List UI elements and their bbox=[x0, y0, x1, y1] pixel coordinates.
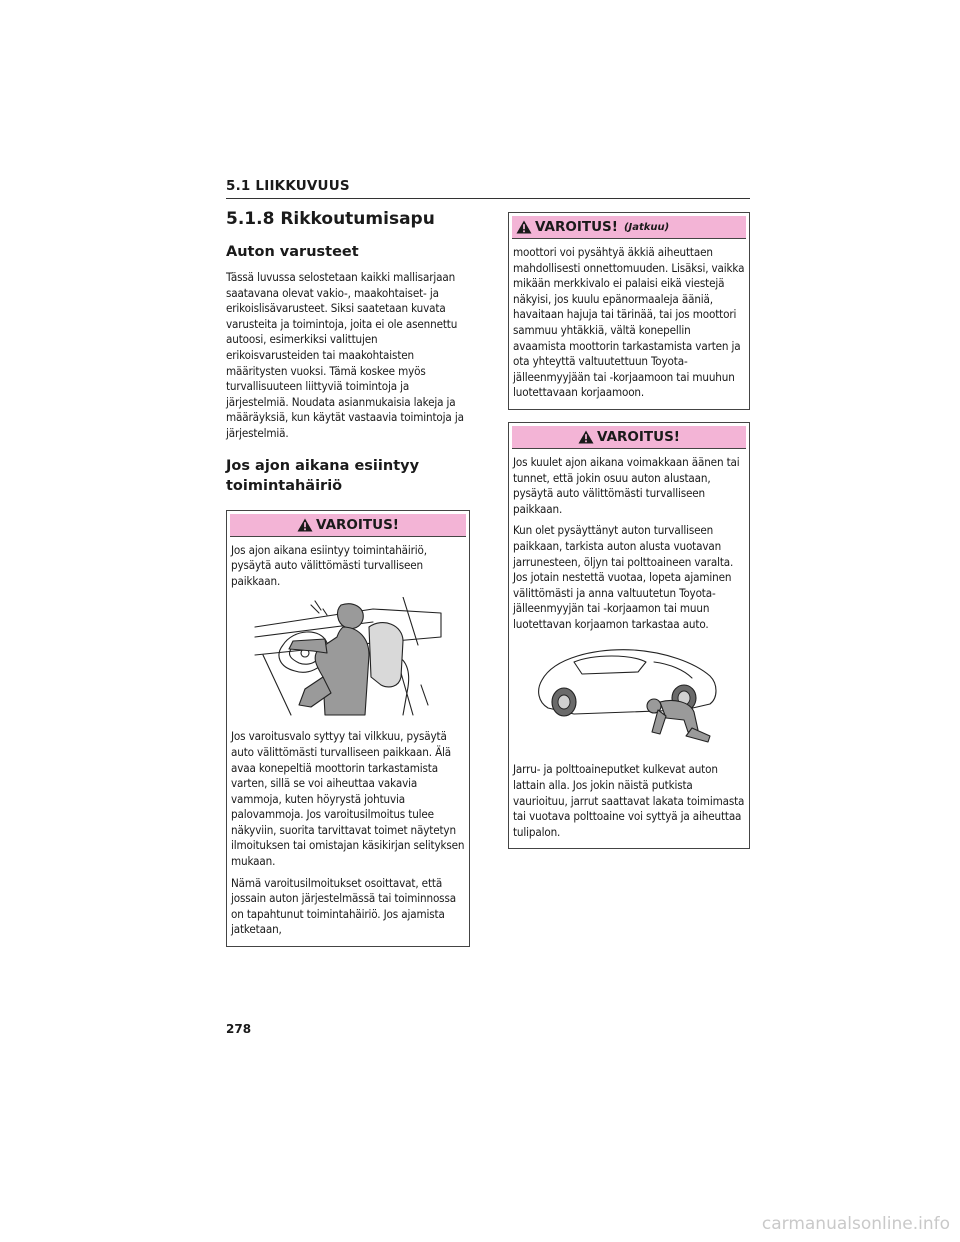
page-title: 5.1.8 Rikkoutumisapu bbox=[226, 209, 435, 229]
warning-title: VAROITUS! bbox=[316, 516, 399, 533]
right-column bbox=[508, 208, 750, 849]
subheading-malfunction: Jos ajon aikana esiintyy toimintahäiriö bbox=[226, 457, 420, 494]
subheading-equipment: Auton varusteet bbox=[226, 244, 359, 260]
warning-paragraph: moottori voi pysähtyä äkkiä aiheuttaen mahdollisesti onnettomuuden. Lisäksi, vaikka mikään merkkivalo ei palaisi eikä viestejä näkyisi, jos kuulu epänormaaleja ääniä, havaitaan hajuja tai tärinää, tai jos moottori sammuu yhtäkkiä, vältä konepellin avaamista moottorin tarkastamista varten ja ota yhteyttä valtuutettuun Toyota-jälleenmyyjään tai -korjaamoon tai muuhun luotettavaan korjaamoon. bbox=[513, 245, 745, 400]
warning-paragraph: Kun olet pysäyttänyt auton turvalliseen paikkaan, tarkista auton alusta vuotavan jarrunesteen, öljyn tai polttoaineen varalta. Jos jotain nestettä vuotaa, lopeta ajaminen välittömästi ja anna valtuutetun Toyota-jälleenmyyjän tai -korjaamon tai muun luotettavan korjaamon tarkastaa auto. bbox=[513, 523, 734, 631]
section-header: 5.1 LIIKKUVUUS bbox=[226, 178, 750, 199]
warning-triangle-icon bbox=[578, 430, 594, 444]
warning-paragraph: Jarru- ja polttoaineputket kulkevat auton lattain alla. Jos jokin näistä putkista vaurioituu, jarrut saattavat lakata toimimasta tai vuotava polttoaine voi syttyä ja aiheuttaa tulipalon. bbox=[513, 762, 745, 839]
warning-header bbox=[512, 216, 746, 239]
warning-box-malfunction bbox=[226, 510, 470, 948]
warning-title: VAROITUS! bbox=[535, 219, 618, 235]
warning-triangle-icon bbox=[297, 518, 313, 532]
watermark: carmanualsonline.info bbox=[761, 1214, 950, 1234]
person-inspecting-car-illustration bbox=[534, 640, 724, 750]
intro-paragraph: Tässä luvussa selostetaan kaikki mallisarjaan saatavana olevat vakio-, maakohtaiset- ja erikoislisävarusteet. Siksi saatetaan kuvata varusteita ja toimintoja, joita ei ole asennettu autoosi, esimerkiksi valittujen erikoisvarusteiden tai maakohtaisten määritysten vuoksi. Tämä koskee myös turvallisuuteen liittyviä toimintoja ja järjestelmiä. Noudata asianmukaisia lakeja ja määräyksiä, kun käytät vastaavia toimintoja ja järjestelmiä. bbox=[226, 270, 464, 440]
warning-box-continued bbox=[508, 212, 750, 410]
warning-paragraph: Jos ajon aikana esiintyy toimintahäiriö, pysäytä auto välittömästi turvalliseen paikkaan. bbox=[231, 542, 427, 588]
page-number: 278 bbox=[226, 1022, 252, 1036]
warning-box-underbody bbox=[508, 422, 750, 850]
warning-header bbox=[512, 426, 746, 449]
warning-paragraph: Jos varoitusvalo syttyy tai vilkkuu, pysäytä auto välittömästi turvalliseen paikkaan. Älä avaa konepeltiä moottorin tarkastamista varten, sillä se voi aiheuttaa vakavia vammoja, kuten höyrystä johtuvia palovammoja. Jos varoitusilmoitus tulee näkyviin, suorita tarvittavat toimet näytetyn ilmoituksen tai omistajan käsikirjan selityksen mukaan. bbox=[231, 729, 465, 869]
warning-continued-label: (Jatkuu) bbox=[623, 221, 670, 233]
warning-paragraph: Jos kuulet ajon aikana voimakkaan äänen tai tunnet, että jokin osuu auton alustaan, pysäytä auto välittömästi turvalliseen paikkaan. bbox=[513, 454, 740, 516]
warning-paragraph: Nämä varoitusilmoitukset osoittavat, että jossain auton järjestelmässä tai toiminnossa on tapahtunut toimintahäiriö. Jos ajamista jatketaan, bbox=[231, 875, 456, 937]
driver-in-car-illustration bbox=[253, 597, 443, 717]
warning-header bbox=[230, 514, 466, 537]
left-column bbox=[226, 208, 470, 947]
warning-title: VAROITUS! bbox=[597, 428, 680, 445]
warning-triangle-icon bbox=[516, 220, 532, 234]
